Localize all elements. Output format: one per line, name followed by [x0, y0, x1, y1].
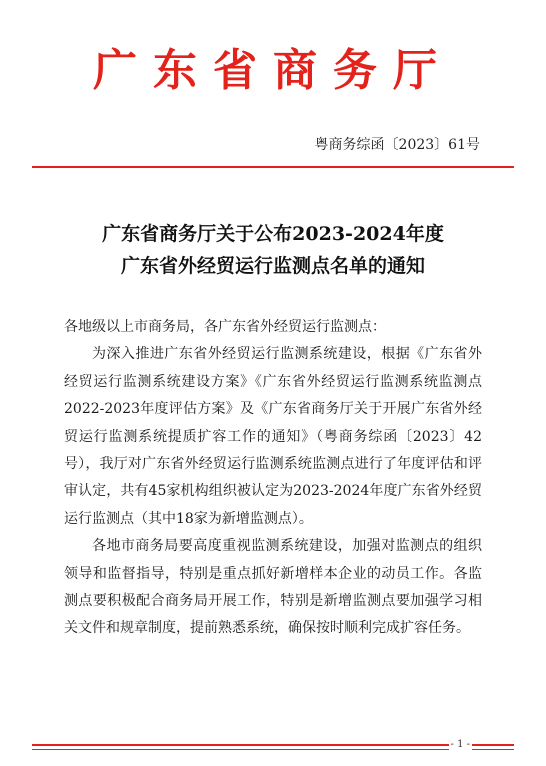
salutation: 各地级以上市商务局，各广东省外经贸运行监测点：: [64, 319, 386, 335]
document-body: [64, 314, 482, 643]
red-divider-bottom: [32, 744, 514, 746]
title-line-2: 广东省外经贸运行监测点名单的通知: [120, 255, 425, 277]
masthead-title: 广东省商务厅: [93, 45, 453, 96]
red-divider-top: [32, 166, 514, 168]
document-number: 粤商务综函〔2023〕61号: [314, 137, 480, 153]
red-divider-bottom-thin: [32, 749, 514, 750]
body-paragraph-2: 各地市商务局要高度重视监测系统建设，加强对监测点的组织领导和监督指导，特别是重点抓好新增样本企业的动员工作。各监测点要积极配合商务局开展工作，特别是新增监测点要加强学习相关文件和规章制度，提前熟悉系统，确保按时顺利完成扩容任务。: [64, 538, 482, 637]
masthead: [30, 38, 516, 94]
page-number: - 1 -: [450, 739, 470, 750]
document-title: [40, 218, 506, 282]
title-line-1: 广东省商务厅关于公布2023-2024年度: [102, 223, 444, 245]
body-paragraph-1: 为深入推进广东省外经贸运行监测系统建设，根据《广东省外经贸运行监测系统建设方案》《广东省外经贸运行监测系统监测点2022-2023年度评估方案》及《广东省商务厅关于开展广东省外经贸运行监测系统提质扩容工作的通知》（粤商务综函〔2023〕42号），我厅对广东省外经贸运行监测系统监测点进行了年度评估和评审认定，共有45家机构组织被认定为2023-2024年度广东省外经贸运行监测点（其中18家为新增监测点）。: [64, 346, 482, 527]
